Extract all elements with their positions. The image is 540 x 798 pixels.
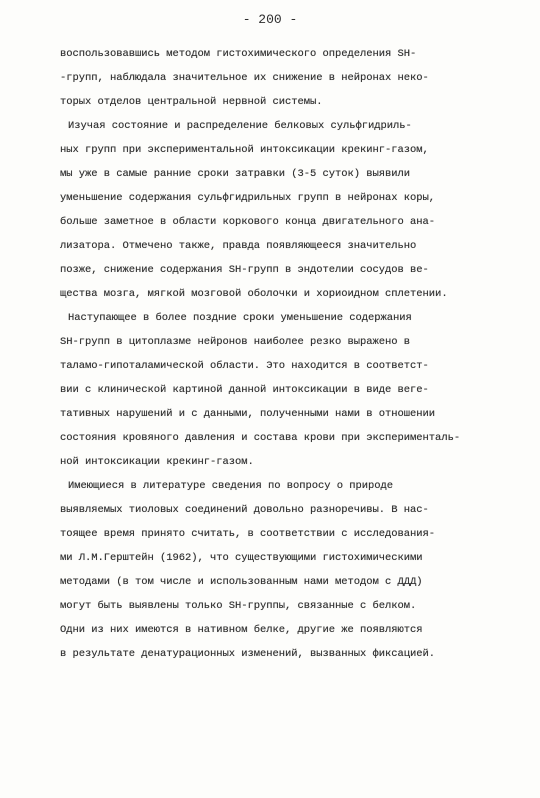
text-line: ми Л.М.Герштейн (1962), что существующими гистохимическими xyxy=(60,552,423,564)
text-line: могут быть выявлены только SH-группы, связанные с белком. xyxy=(60,600,417,612)
text-line: уменьшение содержания сульфгидрильных групп в нейронах коры, xyxy=(60,192,436,204)
text-line: таламо-гипоталамической области. Это находится в соответст- xyxy=(60,360,429,372)
text-line: состояния кровяного давления и состава крови при эксперименталь- xyxy=(60,432,461,444)
text-line: в результате денатурационных изменений, вызванных фиксацией. xyxy=(60,648,436,660)
text-line: методами (в том числе и использованным нами методом с ДДД) xyxy=(60,576,423,588)
body-text xyxy=(60,42,520,666)
text-line: воспользовавшись методом гистохимического определения SH- xyxy=(60,48,417,60)
text-line: ной интоксикации крекинг-газом. xyxy=(60,456,254,468)
text-line: -групп, наблюдала значительное их снижение в нейронах неко- xyxy=(60,72,429,84)
text-line: больше заметное в области коркового конца двигательного ана- xyxy=(60,216,436,228)
text-line: мы уже в самые ранние сроки затравки (3-5 суток) выявили xyxy=(60,168,411,180)
text-line: ных групп при экспериментальной интоксикации крекинг-газом, xyxy=(60,144,429,156)
text-line: позже, снижение содержания SH-групп в эндотелии сосудов ве- xyxy=(60,264,429,276)
text-line: тативных нарушений и с данными, полученными нами в отношении xyxy=(60,408,436,420)
text-line: вии с клинической картиной данной интоксикации в виде веге- xyxy=(60,384,429,396)
text-line: тоящее время принято считать, в соответствии с исследования- xyxy=(60,528,436,540)
text-line: лизатора. Отмечено также, правда появляющееся значительно xyxy=(60,240,417,252)
text-line: щества мозга, мягкой мозговой оболочки и хориоидном сплетении. xyxy=(60,288,448,300)
text-line: Одни из них имеются в нативном белке, другие же появляются xyxy=(60,624,423,636)
text-line: Изучая состояние и распределение белковых сульфгидриль- xyxy=(68,120,412,132)
page-number: - 200 - xyxy=(242,12,298,27)
text-line: выявляемых тиоловых соединений довольно разноречивы. В нас- xyxy=(60,504,429,516)
text-line: торых отделов центральной нервной системы. xyxy=(60,96,323,108)
text-line: SH-групп в цитоплазме нейронов наиболее резко выражено в xyxy=(60,336,411,348)
text-line: Наступающее в более поздние сроки уменьшение содержания xyxy=(68,312,412,324)
text-line: Имеющиеся в литературе сведения по вопросу о природе xyxy=(68,480,394,492)
